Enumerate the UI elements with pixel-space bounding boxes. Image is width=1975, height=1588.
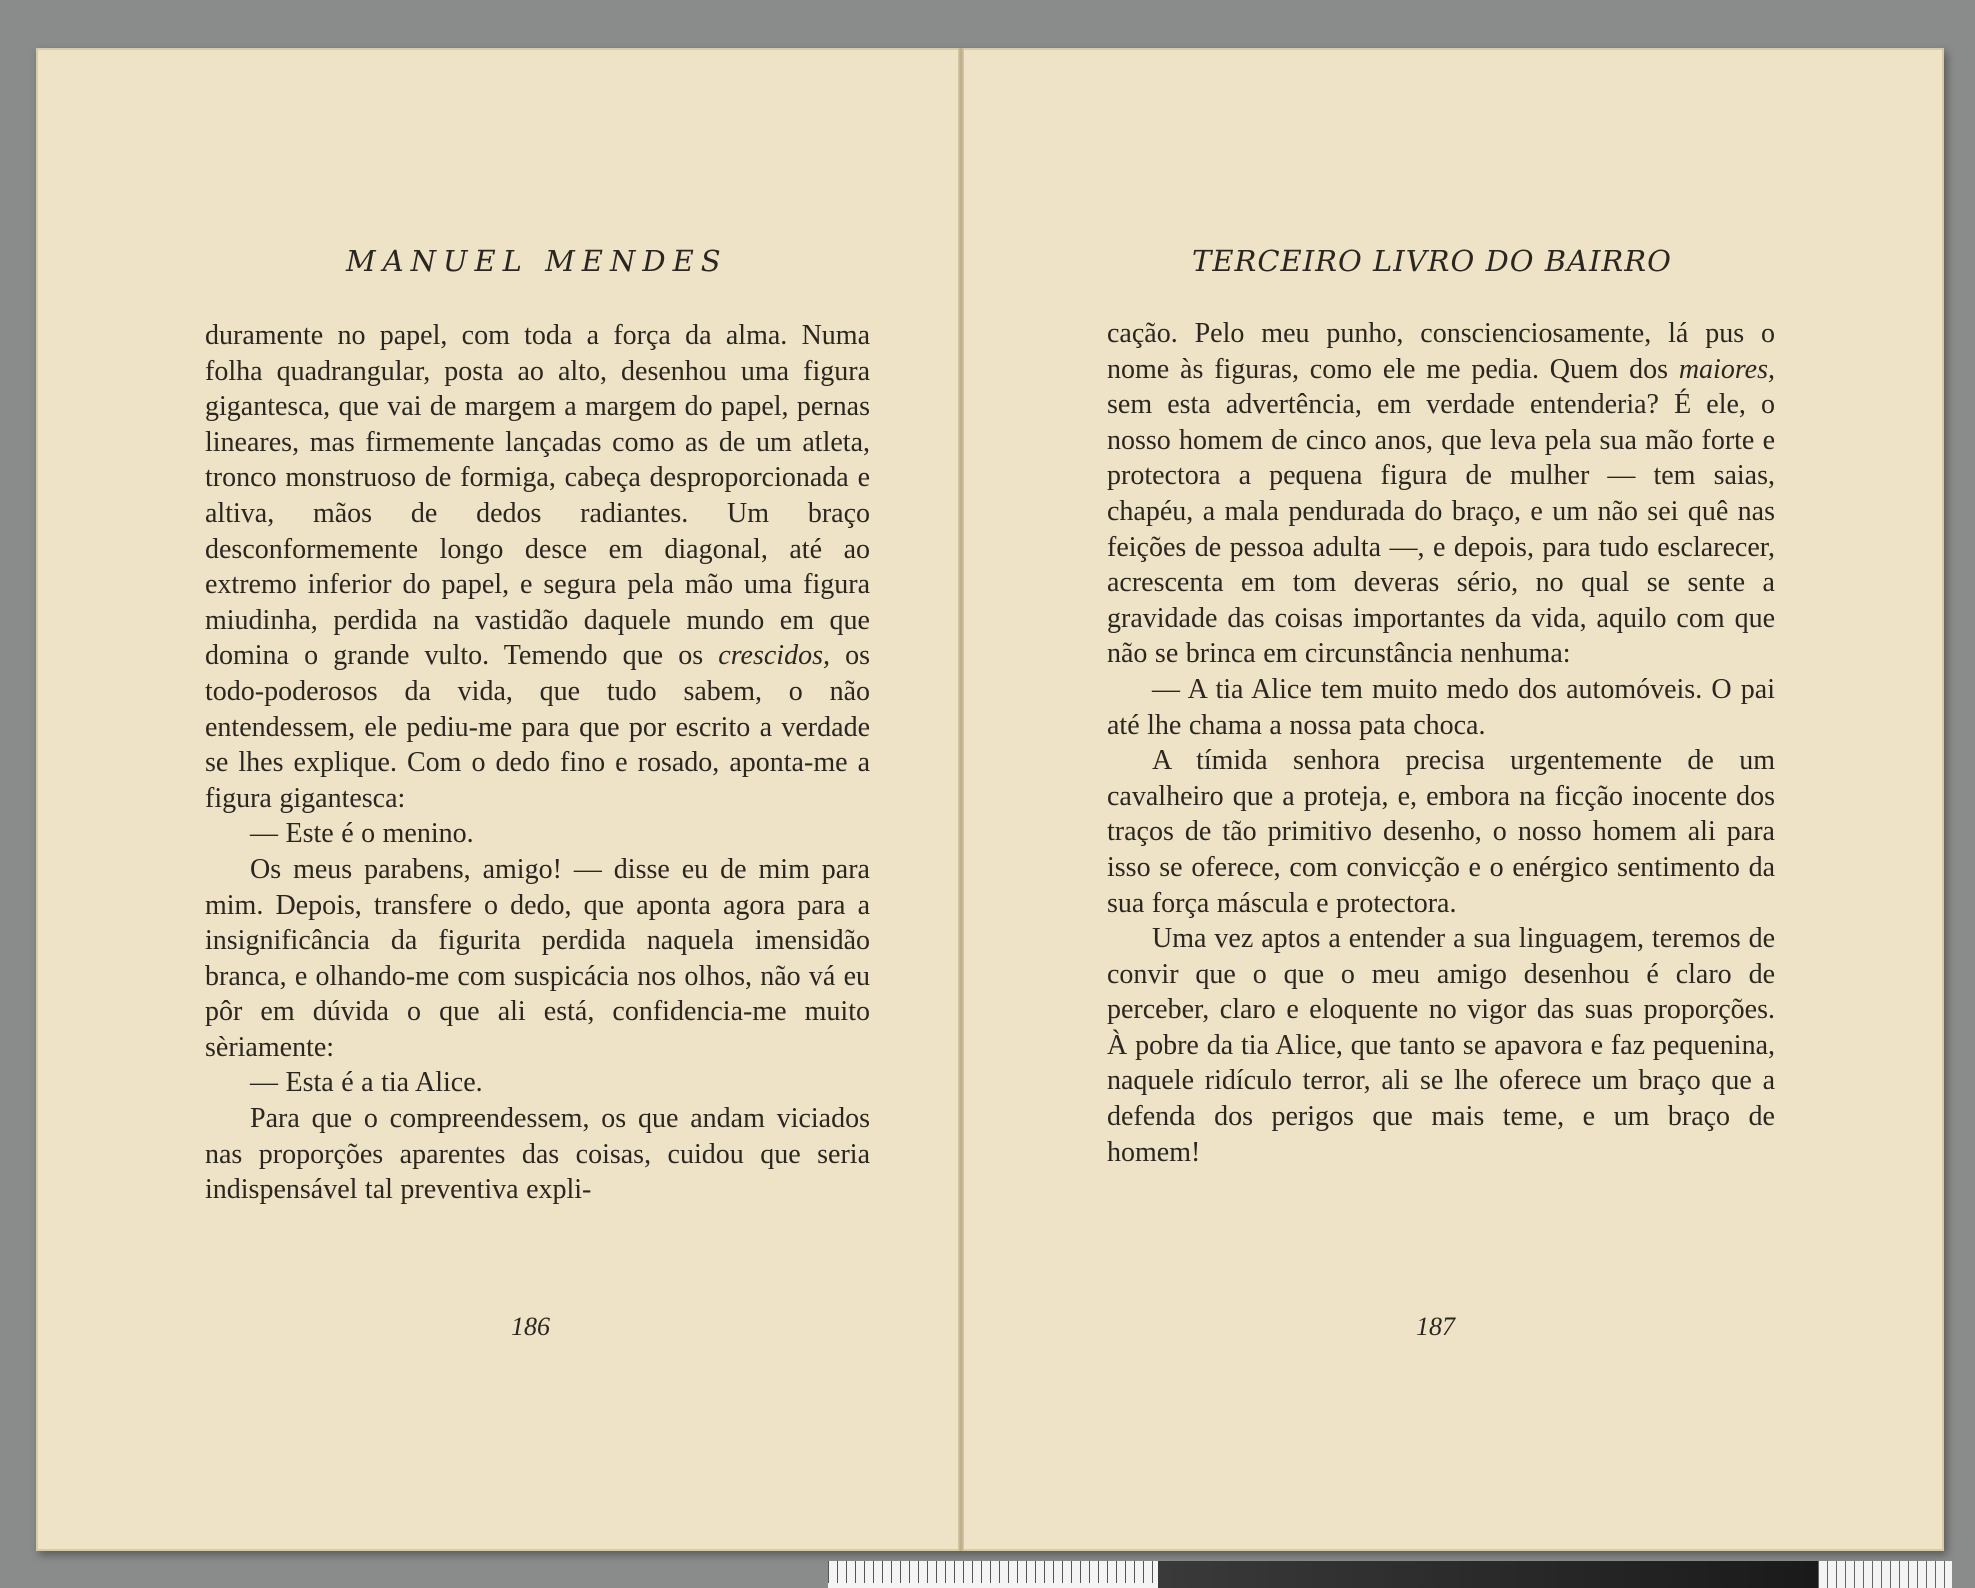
paragraph: Uma vez aptos a entender a sua linguagem, teremos de convir que o que o meu amigo desenhou é claro de perceber, claro e eloquente no vigor das suas proporções. À pobre da tia Alice, que tanto se apavora e faz pequenina, naquele ridículo terror, ali se lhe oferece um braço que a defenda dos perigos que mais teme, e um braço de homem! — [1107, 923, 1775, 1168]
paragraph: — A tia Alice tem muito medo dos automóveis. O pai até lhe chama a nossa pata choca. — [1107, 673, 1775, 741]
paragraph: Os meus parabens, amigo! — disse eu de mim para mim. Depois, transfere o dedo, que aponta agora para a insignificância da figurita perdida naquela imensidão branca, e olhando-me com suspicácia nos olhos, não vá eu pôr em dúvida o que ali está, confidencia-me muito sèriamente: — [205, 853, 870, 1063]
paragraph: duramente no papel, com toda a força da alma. Numa folha quadrangular, posta ao alto, desenhou uma figura gigantesca, que vai de margem a margem do papel, pernas lineares, mas firmemente lançadas como as de um atleta, tronco monstruoso de formiga, cabeça desproporcionada e altiva, mãos de dedos radiantes. Um braço desconformemente longo desce em diagonal, até ao extremo inferior do papel, e segura pela mão uma figura miudinha, perdida na vastidão daquele mundo em que domina o grande vulto. Temendo que os crescidos, os todo-poderosos da vida, que tudo sabem, o não entendessem, ele pediu-me para que por escrito a verdade se lhes explique. Com o dedo fino e rosado, aponta-me a figura gigantesca: — [205, 320, 871, 814]
paragraph: — Esta é a tia Alice. — [250, 1067, 483, 1099]
page-number-left: 186 — [511, 1312, 550, 1341]
left-page — [36, 48, 958, 1551]
ruler-ticks-end — [1818, 1561, 1952, 1588]
paragraph: — Este é o menino. — [250, 818, 474, 850]
ruler-ticks — [828, 1561, 1158, 1583]
paragraph: A tímida senhora precisa urgentemente de um cavalheiro que a proteja, e, embora na ficção inocente dos traços de tão primitivo desenho, o nosso homem ali para isso se oferece, com convicção e o enérgico sentimento da sua força máscula e protectora. — [1107, 745, 1775, 919]
right-page — [964, 48, 1944, 1551]
running-head-right: TERCEIRO LIVRO DO BAIRRO — [1192, 244, 1672, 278]
body-text-right — [1107, 316, 1775, 1170]
paragraph: cação. Pelo meu punho, conscienciosamente, lá pus o nome às figuras, como ele me pedia. Quem dos maiores, sem esta advertência, em verdade entenderia? É ele, o nosso homem de cinco anos, que leva pela sua mão forte e protectora a pequena figura de mulher — tem saias, chapéu, a mala pendurada do braço, e um não sei quê nas feições de pessoa adulta —, e depois, para tudo esclarecer, acrescenta em tom deveras sério, no qual se sente a gravidade das coisas importantes da vida, aquilo com que não se brinca em circunstância nenhuma: — [1107, 318, 1776, 670]
running-head-left: MANUEL MENDES — [346, 244, 728, 278]
color-bar — [1158, 1561, 1818, 1588]
body-text-left — [205, 318, 870, 1208]
scale-ruler — [828, 1561, 1952, 1588]
page-number-right: 187 — [1416, 1312, 1455, 1341]
paragraph: Para que o compreendessem, os que andam viciados nas proporções aparentes das coisas, cuidou que seria indispensável tal preventiva expli- — [205, 1103, 870, 1206]
